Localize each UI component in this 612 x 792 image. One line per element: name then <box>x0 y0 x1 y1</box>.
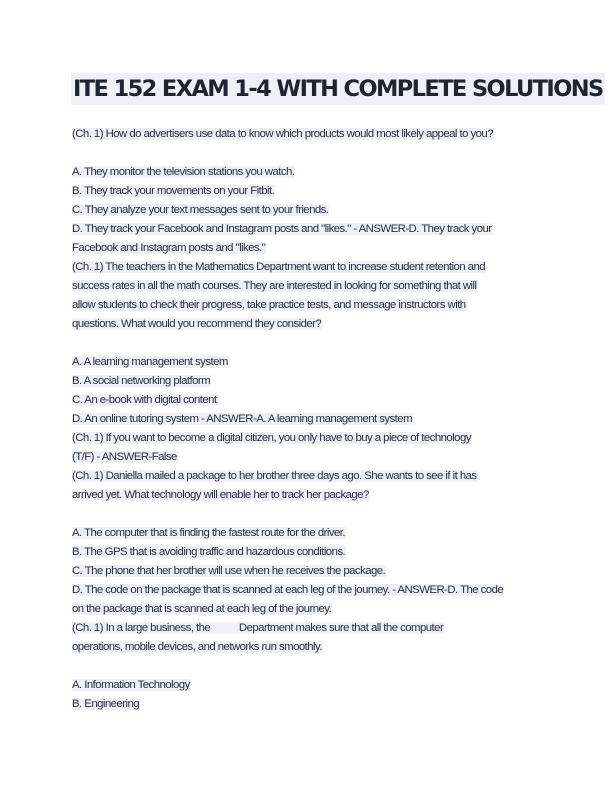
text-line: C. They analyze your text messages sent to your friends. <box>72 204 329 216</box>
text-line: (T/F) - ANSWER-False <box>72 451 177 463</box>
text-line: (Ch. 1) The teachers in the Mathematics Department want to increase student retention and <box>72 261 486 273</box>
text-line: A. The computer that is finding the fastest route for the driver. <box>72 527 346 539</box>
text-line: Facebook and Instagram posts and "likes." <box>72 242 266 254</box>
text-line: questions. What would you recommend they consider? <box>72 318 322 330</box>
text-line: arrived yet. What technology will enable her to track her package? <box>72 489 369 501</box>
text-line: B. They track your movements on your Fitbit. <box>72 185 275 197</box>
text-line: A. They monitor the television stations you watch. <box>72 166 295 178</box>
blank-line <box>72 657 542 676</box>
text-line: A. A learning management system <box>72 356 228 368</box>
text-line: B. The GPS that is avoiding traffic and hazardous conditions. <box>72 546 346 558</box>
blank-line <box>72 334 542 353</box>
text-line: C. An e-book with digital content <box>72 394 217 406</box>
text-line: B. A social networking platform <box>72 375 211 387</box>
text-line: (Ch. 1) How do advertisers use data to know which products would most likely appeal to you? <box>72 128 493 140</box>
text-line: D. The code on the package that is scanned at each leg of the journey. - ANSWER-D. The code <box>72 584 504 596</box>
blank-line <box>72 144 542 163</box>
text-line: C. The phone that her brother will use when he receives the package. <box>72 565 386 577</box>
text-line: (Ch. 1) In a large business, the Department makes sure that all the computer <box>72 622 444 634</box>
text-line: success rates in all the math courses. They are interested in looking for something that will <box>72 280 477 292</box>
blank-line <box>72 505 542 524</box>
text-line: (Ch. 1) If you want to become a digital citizen, you only have to buy a piece of technology <box>72 432 471 444</box>
text-line: on the package that is scanned at each leg of the journey. <box>72 603 332 615</box>
text-line: (Ch. 1) Daniella mailed a package to her brother three days ago. She wants to see if it has <box>72 470 477 482</box>
text-line: D. An online tutoring system - ANSWER-A. A learning management system <box>72 413 413 425</box>
text-line: operations, mobile devices, and networks run smoothly. <box>72 641 322 653</box>
text-line: B. Engineering <box>72 698 140 710</box>
text-line: D. They track your Facebook and Instagram posts and "likes." - ANSWER-D. They track your <box>72 223 492 235</box>
text-line: A. Information Technology <box>72 679 190 691</box>
document-body <box>72 125 542 714</box>
document-title: ITE 152 EXAM 1-4 WITH COMPLETE SOLUTIONS <box>71 73 605 105</box>
text-line: allow students to check their progress, take practice tests, and message instructors with <box>72 299 466 311</box>
